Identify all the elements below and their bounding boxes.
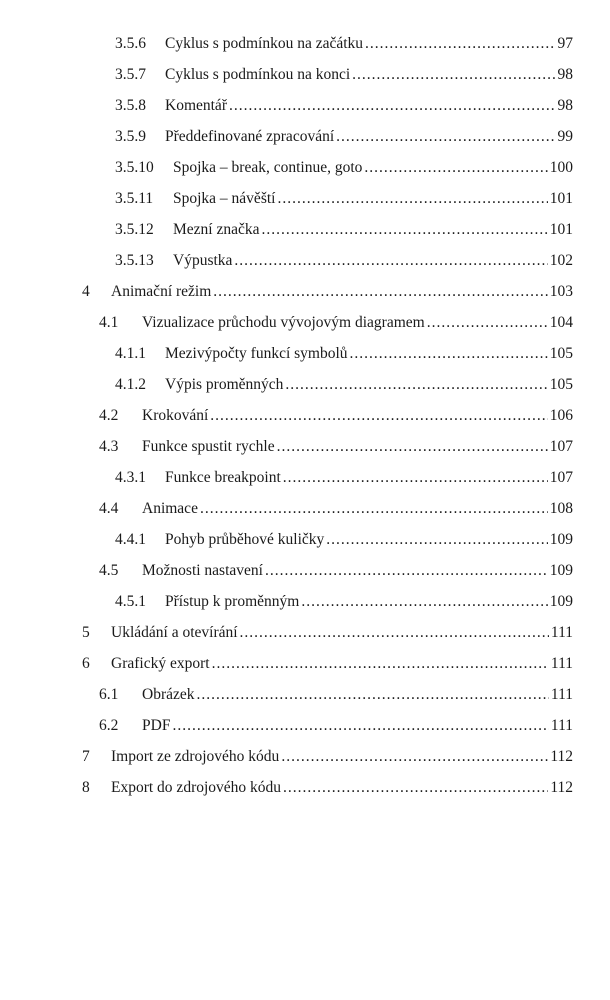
toc-entry-title: Export do zdrojového kódu (111, 778, 282, 796)
toc-entry-page: 100 (549, 158, 573, 176)
table-of-contents (0, 28, 610, 803)
toc-entry[interactable] (0, 617, 610, 648)
toc-entry-title: Mezivýpočty funkcí symbolů (165, 344, 348, 362)
toc-entry-number: 4.3.1 (115, 468, 146, 486)
toc-entry[interactable] (0, 524, 610, 555)
toc-entry-title: Grafický export (111, 654, 210, 672)
toc-leader-dots (229, 98, 556, 114)
toc-entry[interactable] (0, 307, 610, 338)
toc-entry-number: 3.5.11 (115, 189, 154, 207)
toc-leader-dots (200, 501, 548, 517)
toc-entry-number: 7 (82, 747, 90, 765)
toc-entry[interactable] (0, 462, 610, 493)
toc-entry-number: 3.5.10 (115, 158, 154, 176)
toc-entry-title: Import ze zdrojového kódu (111, 747, 280, 765)
toc-entry-page: 105 (549, 344, 573, 362)
toc-entry[interactable] (0, 400, 610, 431)
toc-leader-dots (213, 284, 547, 300)
toc-entry-number: 6 (82, 654, 90, 672)
toc-entry-title: Komentář (165, 96, 227, 114)
toc-entry-title: Předdefinované zpracování (165, 127, 335, 145)
toc-entry[interactable] (0, 214, 610, 245)
toc-entry-page: 107 (549, 437, 573, 455)
toc-entry[interactable] (0, 121, 610, 152)
toc-entry-page: 109 (549, 561, 573, 579)
toc-entry-title: Obrázek (142, 685, 195, 703)
toc-entry[interactable] (0, 276, 610, 307)
toc-leader-dots (197, 687, 549, 703)
toc-leader-dots (283, 780, 548, 796)
toc-leader-dots (364, 160, 547, 176)
toc-leader-dots (427, 315, 548, 331)
toc-entry[interactable] (0, 183, 610, 214)
toc-entry-page: 98 (557, 96, 573, 114)
toc-entry-title: Vizualizace průchodu vývojovým diagramem (142, 313, 425, 331)
toc-entry[interactable] (0, 679, 610, 710)
toc-entry-page: 97 (557, 34, 573, 52)
toc-entry-page: 105 (549, 375, 573, 393)
toc-entry-title: Cyklus s podmínkou na konci (165, 65, 351, 83)
toc-entry-page: 112 (550, 778, 573, 796)
toc-entry[interactable] (0, 152, 610, 183)
toc-entry-page: 104 (549, 313, 573, 331)
toc-entry-title: Ukládání a otevírání (111, 623, 238, 641)
toc-leader-dots (350, 346, 548, 362)
toc-leader-dots (336, 129, 555, 145)
toc-entry-number: 3.5.12 (115, 220, 154, 238)
toc-entry-title: Animace (142, 499, 198, 517)
toc-entry-page: 99 (557, 127, 573, 145)
toc-entry-title: Pohyb průběhové kuličky (165, 530, 325, 548)
toc-entry-number: 4.1.2 (115, 375, 146, 393)
toc-entry[interactable] (0, 586, 610, 617)
toc-entry-page: 107 (549, 468, 573, 486)
toc-leader-dots (262, 222, 548, 238)
toc-entry[interactable] (0, 493, 610, 524)
toc-entry-number: 4.4 (99, 499, 119, 517)
toc-entry-title: Možnosti nastavení (142, 561, 263, 579)
toc-entry-number: 4.1.1 (115, 344, 146, 362)
toc-entry[interactable] (0, 555, 610, 586)
toc-leader-dots (365, 36, 555, 52)
toc-leader-dots (301, 594, 547, 610)
toc-entry-number: 4.2 (99, 406, 119, 424)
toc-entry-page: 108 (549, 499, 573, 517)
toc-entry-number: 3.5.6 (115, 34, 146, 52)
toc-entry-number: 6.2 (99, 716, 119, 734)
toc-entry-page: 101 (549, 220, 573, 238)
toc-entry-page: 111 (550, 623, 573, 641)
toc-entry[interactable] (0, 741, 610, 772)
toc-entry-page: 111 (550, 685, 573, 703)
toc-entry-title: Mezní značka (173, 220, 260, 238)
toc-entry[interactable] (0, 710, 610, 741)
toc-leader-dots (281, 749, 548, 765)
toc-entry-title: Krokování (142, 406, 209, 424)
toc-leader-dots (352, 67, 555, 83)
toc-leader-dots (277, 439, 548, 455)
toc-entry-page: 109 (549, 592, 573, 610)
toc-entry[interactable] (0, 369, 610, 400)
toc-entry-page: 112 (550, 747, 573, 765)
toc-entry-title: Funkce spustit rychle (142, 437, 275, 455)
toc-leader-dots (234, 253, 547, 269)
toc-entry-number: 4 (82, 282, 90, 300)
toc-leader-dots (240, 625, 549, 641)
toc-entry-title: Spojka – návěští (173, 189, 276, 207)
toc-entry-title: Výpustka (173, 251, 233, 269)
toc-entry-number: 3.5.8 (115, 96, 146, 114)
toc-entry[interactable] (0, 338, 610, 369)
toc-entry-page: 101 (549, 189, 573, 207)
toc-entry-number: 8 (82, 778, 90, 796)
toc-leader-dots (283, 470, 548, 486)
toc-entry-title: Přístup k proměnným (165, 592, 300, 610)
toc-entry-number: 3.5.13 (115, 251, 154, 269)
toc-entry[interactable] (0, 59, 610, 90)
toc-entry-title: Výpis proměnných (165, 375, 284, 393)
toc-leader-dots (265, 563, 548, 579)
toc-entry[interactable] (0, 90, 610, 121)
toc-entry-number: 4.5 (99, 561, 119, 579)
toc-entry[interactable] (0, 431, 610, 462)
toc-entry-page: 98 (557, 65, 573, 83)
toc-entry-number: 3.5.7 (115, 65, 146, 83)
toc-entry-number: 4.5.1 (115, 592, 146, 610)
toc-entry-page: 111 (550, 654, 573, 672)
toc-entry-number: 6.1 (99, 685, 119, 703)
toc-entry-page: 103 (549, 282, 573, 300)
toc-entry-number: 3.5.9 (115, 127, 146, 145)
toc-entry[interactable] (0, 772, 610, 803)
toc-leader-dots (326, 532, 547, 548)
toc-entry-number: 4.3 (99, 437, 119, 455)
toc-entry-title: Animační režim (111, 282, 212, 300)
toc-leader-dots (285, 377, 547, 393)
toc-entry[interactable] (0, 245, 610, 276)
toc-entry-title: Funkce breakpoint (165, 468, 281, 486)
toc-entry-page: 106 (549, 406, 573, 424)
toc-leader-dots (212, 656, 549, 672)
toc-entry-page: 102 (549, 251, 573, 269)
toc-leader-dots (172, 718, 548, 734)
toc-entry-title: PDF (142, 716, 171, 734)
toc-entry-number: 4.4.1 (115, 530, 146, 548)
toc-entry-title: Cyklus s podmínkou na začátku (165, 34, 364, 52)
toc-leader-dots (277, 191, 547, 207)
toc-leader-dots (210, 408, 547, 424)
toc-entry-number: 5 (82, 623, 90, 641)
toc-entry-page: 109 (549, 530, 573, 548)
toc-entry[interactable] (0, 648, 610, 679)
toc-entry-title: Spojka – break, continue, goto (173, 158, 363, 176)
toc-entry-number: 4.1 (99, 313, 119, 331)
toc-entry-page: 111 (550, 716, 573, 734)
toc-entry[interactable] (0, 28, 610, 59)
